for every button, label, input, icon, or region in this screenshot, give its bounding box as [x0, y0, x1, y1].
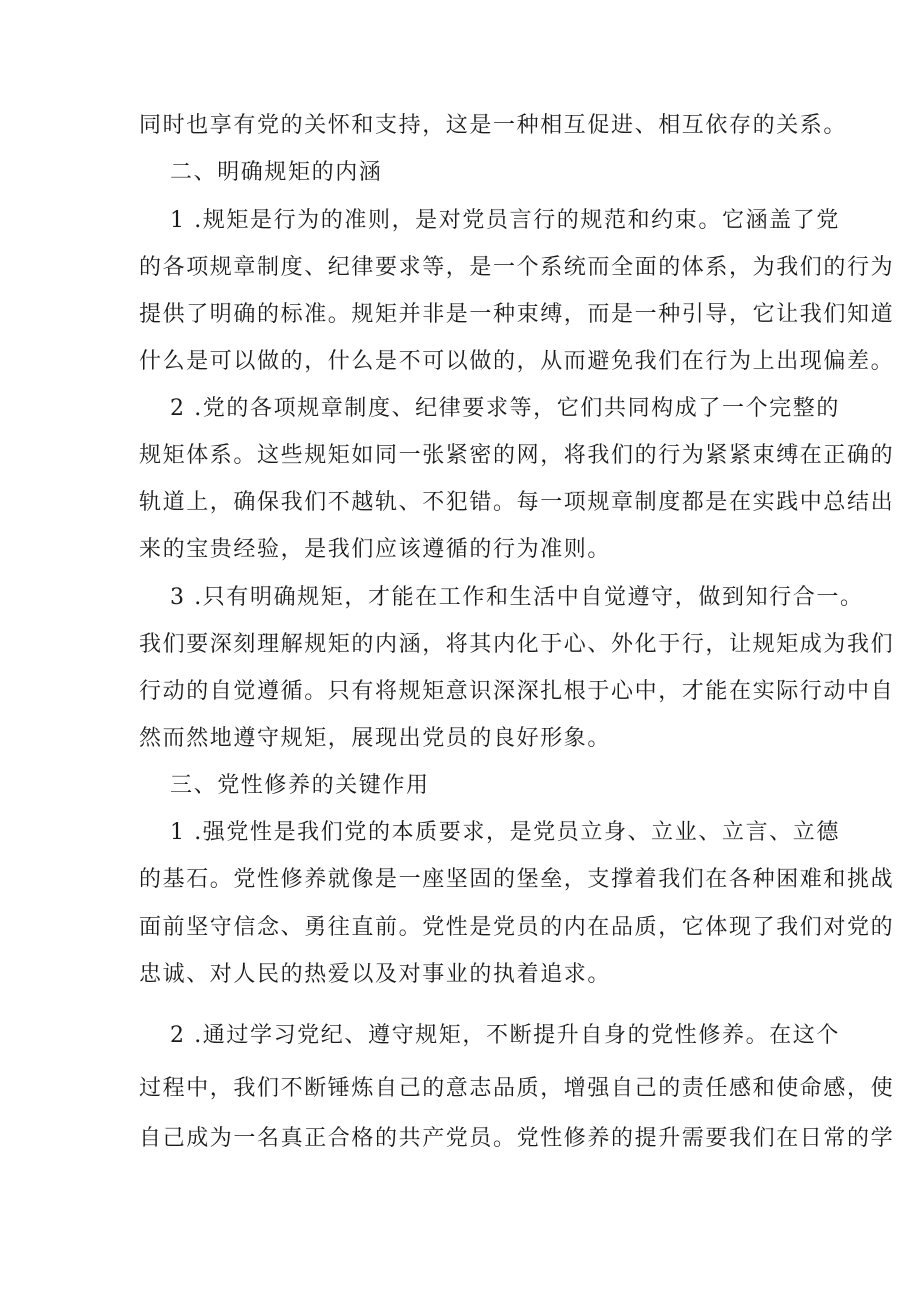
paragraph-line: 轨道上，确保我们不越轨、不犯错。每一项规章制度都是在实践中总结出: [139, 490, 895, 515]
section-heading: 二、明确规矩的内涵: [170, 160, 383, 185]
paragraph-line: 然而然地遵守规矩，展现出党员的良好形象。: [139, 726, 612, 751]
paragraph-line: 来的宝贵经验，是我们应该遵循的行为准则。: [139, 537, 612, 562]
paragraph-line: 我们要深刻理解规矩的内涵，将其内化于心、外化于行，让规矩成为我们: [139, 632, 895, 657]
paragraph-line: 2 .通过学习党纪、遵守规矩，不断提升自身的党性修养。在这个: [170, 1023, 840, 1048]
paragraph-line: 2 .党的各项规章制度、纪律要求等，它们共同构成了一个完整的: [170, 396, 840, 421]
paragraph-line: 的基石。党性修养就像是一座坚固的堡垒，支撑着我们在各种困难和挑战: [139, 867, 895, 892]
paragraph-line: 1 .强党性是我们党的本质要求，是党员立身、立业、立言、立德: [170, 820, 840, 845]
paragraph-line: 1 .规矩是行为的准则，是对党员言行的规范和约束。它涵盖了党: [170, 208, 840, 233]
paragraph-line: 提供了明确的标准。规矩并非是一种束缚，而是一种引导，它让我们知道: [139, 302, 895, 327]
paragraph-line: 面前坚守信念、勇往直前。党性是党员的内在品质，它体现了我们对党的: [139, 915, 895, 940]
paragraph-line: 行动的自觉遵循。只有将规矩意识深深扎根于心中，才能在实际行动中自: [139, 679, 895, 704]
paragraph-line: 3 .只有明确规矩，才能在工作和生活中自觉遵守，做到知行合一。: [170, 585, 864, 610]
paragraph-line: 什么是可以做的，什么是不可以做的，从而避免我们在行为上出现偏差。: [139, 349, 895, 374]
paragraph-line: 规矩体系。这些规矩如同一张紧密的网，将我们的行为紧紧束缚在正确的: [139, 443, 895, 468]
paragraph-line: 过程中，我们不断锤炼自己的意志品质，增强自己的责任感和使命感，使: [139, 1076, 895, 1101]
section-heading: 三、党性修养的关键作用: [170, 773, 430, 798]
paragraph-line: 同时也享有党的关怀和支持，这是一种相互促进、相互依存的关系。: [139, 113, 848, 138]
paragraph-line: 自己成为一名真正合格的共产党员。党性修养的提升需要我们在日常的学: [139, 1126, 895, 1151]
paragraph-line: 的各项规章制度、纪律要求等，是一个系统而全面的体系，为我们的行为: [139, 255, 895, 280]
paragraph-line: 忠诚、对人民的热爱以及对事业的执着追求。: [139, 962, 612, 987]
